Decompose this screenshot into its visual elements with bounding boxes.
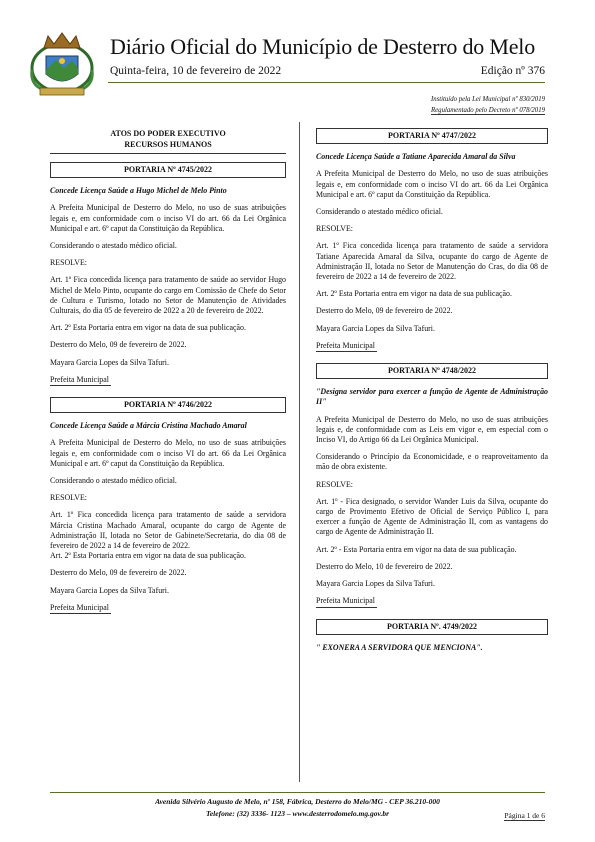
signer-role-text: Prefeita Municipal [316, 341, 377, 352]
portaria-4748-preamble: A Prefeita Municipal de Desterro do Melo, no uso de suas atribuições legais e, de conformidade com as Leis em vigor e, em especial com o Inciso VI, do Artigo 66 da Lei Orgânica Municipal. [316, 414, 548, 445]
column-divider [299, 122, 300, 782]
portaria-4747-considering: Considerando o atestado médico oficial. [316, 207, 443, 217]
legal-basis-decree [431, 107, 545, 114]
portaria-4746-art1: Art. 1º Fica concedida licença para tratamento de saúde a servidora Márcia Cristina Machado Amaral, ocupante do cargo de Agente de Administração II, lotada no Setor de Gabinete/Secretaria, do dia 08 de fevereiro de 2022 a 14 de fevereiro de 2022. [50, 510, 286, 551]
portaria-4749-subject: " EXONERA A SERVIDORA QUE MENCIONA". [316, 642, 483, 652]
footer-divider [50, 792, 545, 793]
portaria-4745-place-date: Desterro do Melo, 09 de fevereiro de 2022. [50, 340, 187, 350]
portaria-4747-resolve: RESOLVE: [316, 224, 353, 234]
portaria-4746-considering: Considerando o atestado médico oficial. [50, 476, 177, 486]
portaria-4745-subject: Concede Licença Saúde a Hugo Michel de Melo Pinto [50, 186, 227, 196]
portaria-4746-preamble: A Prefeita Municipal de Desterro do Melo, no uso de suas atribuições legais e, em conformidade com o inciso VI do art. 66 da Lei Orgânica Municipal e art. 6º caput da Constituição da República. [50, 438, 286, 468]
portaria-4747-place-date: Desterro do Melo, 09 de fevereiro de 2022. [316, 306, 453, 316]
portaria-4748-subject: "Designa servidor para exercer a função de Agente de Administração II" [316, 387, 548, 407]
portaria-4749-title: PORTARIA Nº. 4749/2022 [316, 619, 548, 635]
portaria-4746-resolve: RESOLVE: [50, 493, 87, 503]
portaria-4746-signer-role [50, 603, 286, 614]
portaria-4747-art1: Art. 1º Fica concedida licença para tratamento de saúde a servidora Tatiane Aparecida Amaral da Silva, ocupante do cargo de Agente de Administração II, lotada no Setor de Manutenção do Cras, do dia 08 de fevereiro de 2022 a 14 de fevereiro de 2022. [316, 241, 548, 282]
portaria-4745-signer-role [50, 375, 286, 386]
page-number: Página 1 de 6 [504, 811, 545, 820]
portaria-4745-considering: Considerando o atestado médico oficial. [50, 241, 177, 251]
portaria-4748-title: PORTARIA Nº 4748/2022 [316, 363, 548, 379]
portaria-4748-signer: Mayara Garcia Lopes da Silva Tafuri. [316, 579, 435, 589]
footer-contact: Telefone: (32) 3336- 1123 – www.desterrodomelo.mg.gov.br [205, 809, 390, 818]
signer-role-text: Prefeita Municipal [50, 375, 111, 386]
portaria-4747-preamble: A Prefeita Municipal de Desterro do Melo, no uso de suas atribuições legais e, em conformidade com o inciso VI do art. 66 da Lei Orgânica Municipal e art. 6º caput da Constituição da República. [316, 169, 548, 199]
portaria-4747-title: PORTARIA Nº 4747/2022 [316, 128, 548, 144]
portaria-4745-art1: Art. 1º Fica concedida licença para tratamento de saúde ao servidor Hugo Michel de Melo Pinto, ocupante do cargo em Comissão de Chefe do Setor de Cultura e Turismo, lotado no Setor de Manutenção de Atividades Culturais, do dia 05 de fevereiro de 2022 a 20 de fevereiro de 2022. [50, 275, 286, 316]
portaria-4746-subject: Concede Licença Saúde a Márcia Cristina Machado Amaral [50, 421, 247, 431]
portaria-4748-considering: Considerando o Princípio da Economicidade, e o reaproveitamento da mão de obra existente. [316, 452, 548, 472]
portaria-4747-signer: Mayara Garcia Lopes da Silva Tafuri. [316, 323, 435, 333]
portaria-4745-preamble: A Prefeita Municipal de Desterro do Melo, no uso de suas atribuições legais e, em conformidade com o inciso VI do art. 66 da Lei Orgânica Municipal e art. 6º caput da Constituição da República. [50, 203, 286, 233]
portaria-4747-signer-role [316, 341, 548, 352]
portaria-4748-signer-role [316, 596, 548, 607]
right-column [316, 128, 548, 660]
footer-address: Avenida Silvério Augusto de Melo, nº 158, Fábrica, Desterro do Melo/MG - CEP 36.210-000 [155, 797, 440, 806]
portaria-4748-art2: Art. 2º - Esta Portaria entra em vigor na data de sua publicação. [316, 544, 517, 554]
signer-role-text: Prefeita Municipal [50, 603, 111, 614]
section-heading [50, 122, 286, 154]
legal-basis-law: Instituído pela Lei Municipal nº 830/2019 [430, 96, 545, 103]
portaria-4746-art2: Art. 2º Esta Portaria entra em vigor na data de sua publicação. [50, 551, 246, 561]
section-title-hr: RECURSOS HUMANOS [124, 140, 212, 149]
portaria-4747-art2: Art. 2º Esta Portaria entra em vigor na data de sua publicação. [316, 289, 512, 299]
portaria-4745-signer: Mayara Garcia Lopes da Silva Tafuri. [50, 357, 169, 367]
portaria-4745-art2: Art. 2º Esta Portaria entra em vigor na data de sua publicação. [50, 323, 246, 333]
portaria-4745-resolve: RESOLVE: [50, 258, 87, 268]
signer-role-text: Prefeita Municipal [316, 596, 377, 607]
portaria-4747-subject: Concede Licença Saúde a Tatiane Aparecida Amaral da Silva [316, 152, 516, 162]
portaria-4746-title: PORTARIA Nº 4746/2022 [50, 397, 286, 413]
issue-date: Quinta-feira, 10 de fevereiro de 2022 [110, 65, 282, 77]
portaria-4746-signer: Mayara Garcia Lopes da Silva Tafuri. [50, 585, 169, 595]
portaria-4745-title: PORTARIA Nº 4745/2022 [50, 162, 286, 178]
header-divider [108, 82, 545, 83]
legal-basis-decree-text: Regulamentado pelo Decreto nº 078/2019 [431, 107, 545, 114]
section-title-executive: ATOS DO PODER EXECUTIVO [110, 129, 226, 138]
portaria-4748-place-date: Desterro do Melo, 10 de fevereiro de 2022. [316, 561, 453, 571]
portaria-4748-art1: Art. 1º - Fica designado, o servidor Wander Luis da Silva, ocupante do cargo de Provimento Efetivo de Oficial de Serviço Público I, para exercer a função de Agente de Administração II, com as vantagens do cargo de Agente de Administração II. [316, 496, 548, 537]
page-title: Diário Oficial do Município de Desterro do Melo [110, 34, 535, 59]
edition-number: Edição nº 376 [480, 65, 545, 77]
portaria-4748-resolve: RESOLVE: [316, 479, 353, 489]
municipal-coat-of-arms-icon [22, 30, 102, 100]
left-column [50, 122, 286, 621]
portaria-4746-place-date: Desterro do Melo, 09 de fevereiro de 2022. [50, 568, 187, 578]
